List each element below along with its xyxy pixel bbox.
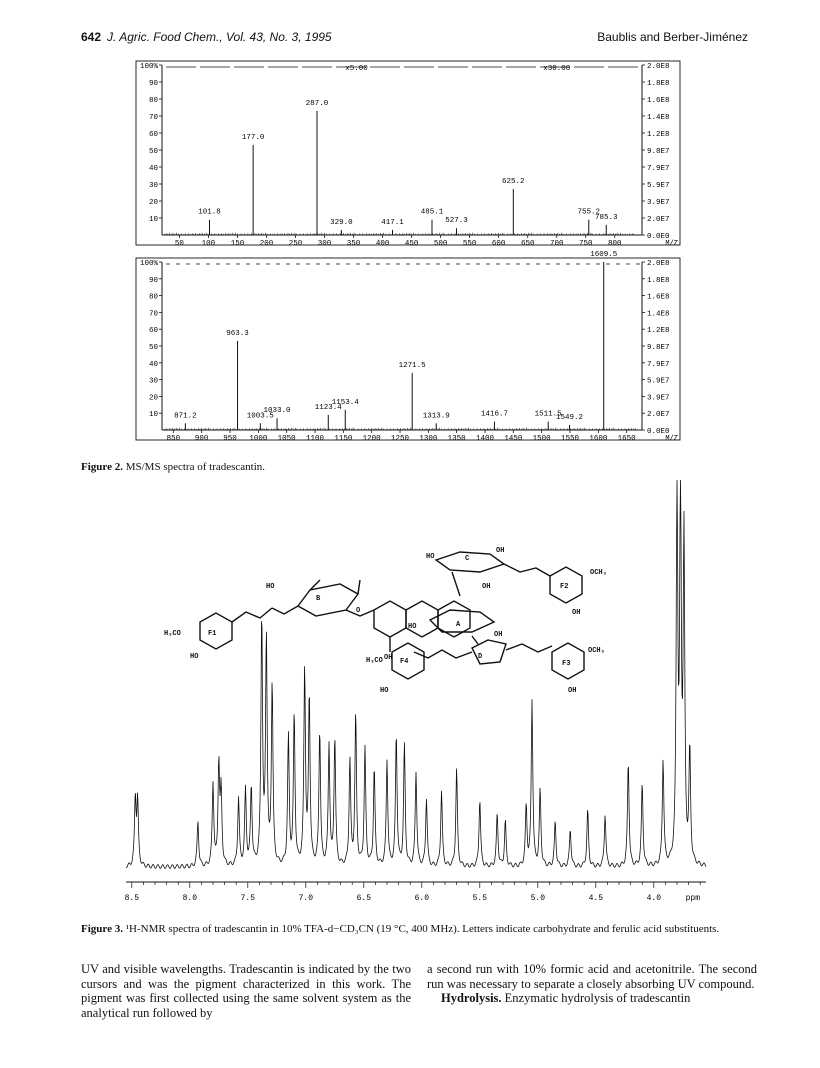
svg-text:OH: OH (572, 609, 581, 617)
y-tick-label-left: 60 (148, 131, 158, 139)
svg-text:H₃CO: H₃CO (164, 630, 181, 638)
y-tick-label-right: 5.9E7 (647, 377, 670, 386)
y-tick-label-left: 10 (148, 411, 158, 420)
peak-label: 785.3 (594, 213, 618, 222)
figure3-caption (81, 922, 753, 936)
x-tick-label: 300 (317, 240, 332, 248)
x-tick-label: 400 (375, 240, 390, 248)
y-tick-label-left: 90 (148, 80, 158, 88)
y-tick-label-right: 1.8E8 (647, 276, 670, 285)
svg-text:HO: HO (266, 583, 275, 591)
y-tick-label-left: 10 (148, 216, 158, 224)
y-tick-label-right: 1.6E8 (647, 293, 670, 302)
peak-label: 1003.5 (246, 412, 274, 421)
x-tick-label: 550 (462, 240, 477, 248)
ms-spectrum-panel-2 (128, 251, 680, 443)
y-tick-label-right: 1.4E8 (647, 310, 670, 319)
peak-label: 963.3 (226, 329, 249, 338)
y-tick-label-right: 2.0E7 (647, 411, 670, 420)
svg-text:F3: F3 (562, 660, 571, 668)
x-tick-label: 800 (608, 240, 622, 248)
y-tick-label-right: 1.8E8 (647, 80, 670, 88)
x-tick-label: 850 (166, 435, 181, 443)
figure2-caption-text: MS/MS spectra of tradescantin. (125, 461, 266, 473)
x-tick-label: 1600 (589, 435, 608, 443)
x-tick-label: 700 (549, 240, 564, 248)
x-tick-label: 600 (491, 240, 506, 248)
x-tick-label: 350 (346, 240, 361, 248)
peak-label: 329.0 (330, 218, 353, 227)
x-tick-label: 200 (259, 240, 274, 248)
svg-text:HO: HO (190, 653, 199, 661)
y-tick-label-left: 100% (139, 260, 158, 268)
svg-text:C: C (465, 555, 470, 563)
svg-text:F2: F2 (560, 583, 569, 591)
peak-label: 177.0 (241, 133, 265, 142)
ppm-axis-label: ppm (685, 894, 700, 903)
svg-text:OH: OH (494, 631, 503, 639)
y-tick-label-left: 70 (148, 310, 158, 319)
svg-text:A: A (456, 621, 461, 629)
y-tick-label-left: 40 (148, 360, 158, 369)
y-tick-label-left: 80 (148, 293, 158, 302)
body-right-text: a second run with 10% formic acid and acetonitrile. The second run was necessary to separate a closely absorbing UV compound. (427, 962, 757, 991)
peak-label: 1609.5 (590, 251, 618, 259)
x-tick-label: 50 (174, 240, 184, 248)
x-tick-label: 1350 (447, 435, 466, 443)
y-tick-label-right: 0.0E0 (647, 428, 670, 436)
figure3-caption-label: Figure 3. (81, 923, 123, 935)
x-tick-label: 500 (433, 240, 448, 248)
x-tick-label: 1400 (475, 435, 495, 443)
peak-label: 1153.4 (331, 398, 359, 407)
svg-text:HO: HO (408, 623, 417, 631)
y-tick-label-right: 1.2E8 (647, 131, 670, 139)
svg-text:HO: HO (380, 687, 389, 695)
x-tick-label: 1300 (419, 435, 438, 443)
figure3-nmr-spectrum (118, 480, 718, 920)
peak-label: 1511.5 (534, 410, 562, 419)
svg-text:OH: OH (482, 583, 491, 591)
peak-label: 287.0 (305, 99, 329, 108)
peak-label: 1033.0 (263, 407, 291, 416)
x-tick-label: 1250 (390, 435, 410, 443)
peak-label: 625.2 (502, 178, 525, 187)
y-tick-label-right: 2.0E7 (647, 216, 670, 224)
y-tick-label-left: 90 (148, 276, 158, 285)
y-tick-label-right: 7.9E7 (647, 165, 670, 173)
journal-citation: J. Agric. Food Chem., Vol. 43, No. 3, 1995 (107, 30, 332, 44)
x-axis-label: M/Z (665, 435, 678, 443)
x-tick-label: 1550 (560, 435, 580, 443)
x-tick-label: 950 (223, 435, 237, 443)
y-tick-label-left: 40 (148, 165, 158, 173)
svg-text:OH: OH (384, 654, 393, 662)
svg-text:OCH₃: OCH₃ (588, 647, 605, 655)
svg-text:H₃CO: H₃CO (366, 657, 383, 665)
panel-frame (136, 258, 680, 440)
y-tick-label-left: 100% (139, 63, 158, 71)
svg-text:OCH₃: OCH₃ (590, 569, 607, 577)
y-tick-label-right: 0.0E0 (647, 233, 670, 241)
ppm-tick-label: 5.5 (472, 894, 488, 903)
section-heading-hydrolysis: Hydrolysis. (441, 991, 502, 1006)
y-tick-label-right: 1.4E8 (647, 114, 670, 122)
x-tick-label: 1200 (362, 435, 381, 443)
figure2-caption-label: Figure 2. (81, 461, 123, 473)
y-tick-label-right: 3.9E7 (647, 199, 670, 207)
y-tick-label-left: 80 (148, 97, 158, 105)
svg-text:B: B (316, 595, 321, 603)
ppm-tick-label: 6.5 (356, 894, 372, 903)
x-tick-label: 1650 (617, 435, 636, 443)
running-header-authors: Baublis and Berber-Jiménez (597, 30, 748, 44)
ppm-tick-label: 7.0 (298, 894, 314, 903)
ppm-tick-label: 8.0 (182, 894, 198, 903)
x-tick-label: 1450 (504, 435, 523, 443)
figure2-caption (81, 460, 265, 474)
y-tick-label-right: 1.2E8 (647, 327, 670, 336)
y-tick-label-right: 9.8E7 (647, 344, 670, 352)
ppm-tick-label: 4.0 (646, 894, 662, 903)
y-tick-label-left: 50 (148, 344, 158, 352)
ms-spectrum-panel-1 (136, 61, 680, 248)
body-column-left: UV and visible wavelengths. Tradescantin is indicated by the two cursors and was the pigment characterized in this work. The pigment was first collected using the same solvent system as the analytical run followed by (81, 962, 411, 1020)
peak-label: 1271.5 (398, 361, 426, 370)
zoom-label: x5.00 (345, 65, 368, 73)
y-tick-label-left: 20 (148, 199, 158, 207)
x-tick-label: 1150 (334, 435, 353, 443)
y-tick-label-left: 50 (148, 148, 158, 156)
y-tick-label-right: 2.0E8 (647, 63, 670, 71)
peak-label: 1416.7 (480, 410, 508, 419)
ppm-tick-label: 6.0 (414, 894, 430, 903)
x-tick-label: 100 (201, 240, 216, 248)
peak-label: 101.8 (198, 208, 221, 217)
x-tick-label: 1000 (249, 435, 268, 443)
x-tick-label: 750 (578, 240, 593, 248)
y-tick-label-right: 3.9E7 (647, 394, 670, 403)
peak-label: 485.1 (420, 208, 444, 217)
x-tick-label: 250 (288, 240, 303, 248)
y-tick-label-left: 30 (148, 182, 158, 190)
svg-text:HO: HO (426, 553, 435, 561)
page-number: 642 (81, 30, 102, 44)
y-tick-label-left: 70 (148, 114, 158, 122)
ppm-tick-label: 8.5 (124, 894, 140, 903)
ppm-tick-label: 5.0 (530, 894, 546, 903)
peak-label: 871.2 (174, 412, 197, 421)
y-tick-label-right: 1.6E8 (647, 97, 670, 105)
peak-label: 1549.2 (556, 413, 584, 422)
nmr-trace (126, 480, 706, 868)
peak-label: 1123.4 (314, 403, 342, 412)
zoom-label: x30.00 (543, 65, 571, 73)
x-tick-label: 450 (404, 240, 419, 248)
peak-label: 1313.9 (422, 412, 450, 421)
svg-text:OH: OH (496, 547, 505, 555)
figure3-caption-text: ¹H-NMR spectra of tradescantin in 10% TFA-d−CD₃CN (19 °C, 400 MHz). Letters indicate carbohydrate and ferulic acid substituents. (125, 923, 720, 935)
y-tick-label-left: 60 (148, 327, 158, 336)
x-axis-label: M/Z (665, 240, 678, 248)
peak-label: 527.3 (445, 217, 468, 226)
svg-text:D: D (478, 653, 483, 661)
y-tick-label-right: 9.8E7 (647, 148, 670, 156)
y-tick-label-left: 20 (148, 394, 158, 403)
x-tick-label: 900 (194, 435, 209, 443)
ppm-tick-label: 7.5 (240, 894, 256, 903)
ppm-tick-label: 4.5 (588, 894, 604, 903)
peak-label: 755.2 (577, 208, 601, 217)
running-header-left (81, 30, 332, 44)
y-tick-label-right: 2.0E8 (647, 260, 670, 268)
svg-text:O: O (356, 607, 361, 615)
x-tick-label: 1100 (305, 435, 325, 443)
svg-text:OH: OH (568, 687, 577, 695)
peak-label: 417.1 (381, 218, 404, 227)
x-tick-label: 1050 (277, 435, 296, 443)
x-tick-label: 1500 (532, 435, 551, 443)
svg-text:F4: F4 (400, 658, 409, 666)
nmr-spectrum-plot (125, 480, 706, 903)
y-tick-label-right: 7.9E7 (647, 360, 670, 369)
body-right-text-2: Enzymatic hydrolysis of tradescantin (504, 991, 691, 1006)
body-column-right (427, 962, 757, 1006)
svg-text:F1: F1 (208, 630, 217, 638)
figure2-msms-spectra (128, 57, 694, 454)
x-tick-label: 150 (230, 240, 245, 248)
x-tick-label: 650 (520, 240, 535, 248)
y-tick-label-left: 30 (148, 377, 158, 386)
y-tick-label-right: 5.9E7 (647, 182, 670, 190)
